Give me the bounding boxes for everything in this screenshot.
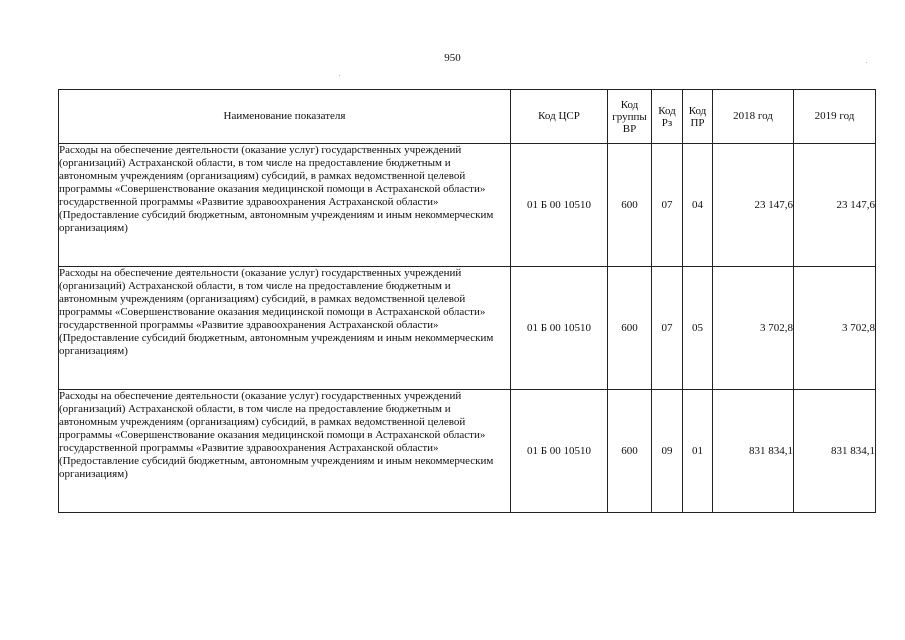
row-name: Расходы на обеспечение деятельности (оказание услуг) государственных учреждений (организаций) Астраханской области, в том числе на предоставление бюджетным и автономным учреждениям (организациям) субсидий, в рамках ведомственной целевой программы «Совершенствование оказания медицинской помощи в Астраханской области» государственной программы «Развитие здравоохранения Астраханской области» (Предоставление субсидий бюджетным, автономным учреждениям и иным некоммерческим организациям): [59, 144, 511, 267]
header-2019: 2019 год: [794, 90, 876, 144]
row-name: Расходы на обеспечение деятельности (оказание услуг) государственных учреждений (организаций) Астраханской области, в том числе на предоставление бюджетным и автономным учреждениям (организациям) субсидий, в рамках ведомственной целевой программы «Совершенствование оказания медицинской помощи в Астраханской области» государственной программы «Развитие здравоохранения Астраханской области» (Предоставление субсидий бюджетным, автономным учреждениям и иным некоммерческим организациям): [59, 390, 511, 513]
row-vr: 600: [608, 390, 652, 513]
row-rz: 07: [652, 144, 683, 267]
table-row: [59, 267, 876, 390]
row-pr: 04: [683, 144, 713, 267]
page-number: 950: [444, 52, 461, 64]
table-header-row: [59, 90, 876, 144]
table-row: [59, 144, 876, 267]
row-rz: 07: [652, 267, 683, 390]
row-2018: 23 147,6: [713, 144, 794, 267]
budget-table: [58, 89, 876, 513]
row-vr: 600: [608, 144, 652, 267]
row-vr: 600: [608, 267, 652, 390]
row-2018: 3 702,8: [713, 267, 794, 390]
header-name: Наименование показателя: [59, 90, 511, 144]
row-2019: 831 834,1: [794, 390, 876, 513]
table-row: [59, 390, 876, 513]
row-csr: 01 Б 00 10510: [511, 144, 608, 267]
row-rz: 09: [652, 390, 683, 513]
row-csr: 01 Б 00 10510: [511, 267, 608, 390]
header-2018: 2018 год: [713, 90, 794, 144]
header-rz: Код Рз: [652, 90, 683, 144]
row-name: Расходы на обеспечение деятельности (оказание услуг) государственных учреждений (организаций) Астраханской области, в том числе на предоставление бюджетным и автономным учреждениям (организациям) субсидий, в рамках ведомственной целевой программы «Совершенствование оказания медицинской помощи в Астраханской области» государственной программы «Развитие здравоохранения Астраханской области» (Предоставление субсидий бюджетным, автономным учреждениям и иным некоммерческим организациям): [59, 267, 511, 390]
row-csr: 01 Б 00 10510: [511, 390, 608, 513]
scan-speck: [339, 75, 340, 76]
row-2018: 831 834,1: [713, 390, 794, 513]
row-2019: 23 147,6: [794, 144, 876, 267]
row-2019: 3 702,8: [794, 267, 876, 390]
header-pr: Код ПР: [683, 90, 713, 144]
header-vr: Код группы ВР: [608, 90, 652, 144]
header-csr: Код ЦСР: [511, 90, 608, 144]
row-pr: 01: [683, 390, 713, 513]
row-pr: 05: [683, 267, 713, 390]
scan-speck: [866, 62, 867, 63]
